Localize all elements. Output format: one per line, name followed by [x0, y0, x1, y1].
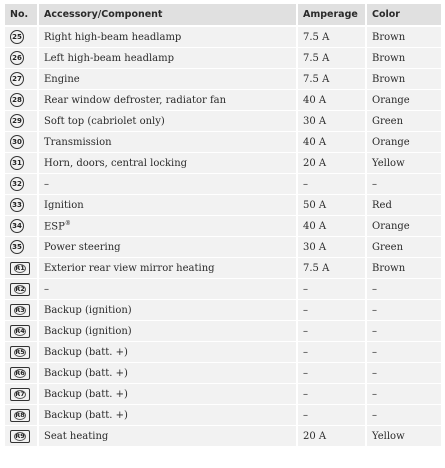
amperage-cell: 40 A	[296, 89, 365, 110]
table-row	[5, 362, 441, 383]
table-row	[5, 236, 441, 257]
table-body	[5, 26, 441, 446]
amperage-cell: –	[296, 341, 365, 362]
table-row	[5, 173, 441, 194]
fuse-number-cell	[5, 194, 37, 215]
color-cell: Yellow	[365, 425, 441, 446]
fuse-number-badge: 35	[10, 240, 24, 254]
fuse-number-cell	[5, 299, 37, 320]
component-cell	[37, 26, 296, 47]
color-cell: Green	[365, 236, 441, 257]
fuse-number-cell	[5, 425, 37, 446]
header-row	[5, 4, 441, 26]
component-cell	[37, 215, 296, 236]
amperage-cell: 40 A	[296, 131, 365, 152]
fuse-number-badge: 30	[10, 135, 24, 149]
table-row	[5, 89, 441, 110]
component-cell	[37, 131, 296, 152]
header-color: Color	[365, 4, 441, 26]
color-cell: –	[365, 383, 441, 404]
relay-number-badge: R7	[10, 388, 30, 401]
fuse-number-cell	[5, 320, 37, 341]
color-cell: Green	[365, 110, 441, 131]
fuse-number-cell	[5, 278, 37, 299]
relay-number-badge: R3	[10, 304, 30, 317]
relay-number-badge: R2	[10, 283, 30, 296]
header-no: No.	[5, 4, 37, 26]
fuse-number-badge: 28	[10, 93, 24, 107]
relay-number-badge: R6	[10, 367, 30, 380]
relay-number-badge: R1	[10, 262, 30, 275]
table-row	[5, 257, 441, 278]
color-cell: Red	[365, 194, 441, 215]
fuse-number-badge: 32	[10, 177, 24, 191]
component-cell	[37, 362, 296, 383]
table-row	[5, 404, 441, 425]
fuse-number-cell	[5, 131, 37, 152]
component-cell	[37, 299, 296, 320]
amperage-cell: –	[296, 278, 365, 299]
table-row	[5, 47, 441, 68]
component-text: ESP	[44, 221, 65, 233]
fuse-number-cell	[5, 215, 37, 236]
component-cell	[37, 110, 296, 131]
table-row	[5, 215, 441, 236]
component-text: Backup (batt. +)	[44, 388, 128, 400]
component-text: Backup (ignition)	[44, 304, 132, 316]
table-row	[5, 425, 441, 446]
component-cell	[37, 425, 296, 446]
color-cell: Brown	[365, 26, 441, 47]
fuse-number-badge: 34	[10, 219, 24, 233]
fuse-number-badge: 27	[10, 72, 24, 86]
component-text: Transmission	[44, 136, 112, 148]
fuse-number-cell	[5, 341, 37, 362]
table-row	[5, 299, 441, 320]
color-cell: –	[365, 299, 441, 320]
component-cell	[37, 47, 296, 68]
relay-number-badge: R9	[10, 430, 30, 443]
header-component: Accessory/Component	[37, 4, 296, 26]
fuse-number-cell	[5, 362, 37, 383]
color-cell: –	[365, 320, 441, 341]
component-cell	[37, 320, 296, 341]
component-text: Horn, doors, central locking	[44, 157, 188, 169]
component-text: Backup (batt. +)	[44, 367, 128, 379]
fuse-number-cell	[5, 89, 37, 110]
color-cell: –	[365, 341, 441, 362]
fuse-number-badge: 29	[10, 114, 24, 128]
relay-number-badge: R5	[10, 346, 30, 359]
component-cell	[37, 89, 296, 110]
fuse-number-cell	[5, 152, 37, 173]
component-text: Backup (batt. +)	[44, 346, 128, 358]
amperage-cell: 30 A	[296, 236, 365, 257]
color-cell: Brown	[365, 68, 441, 89]
relay-number-badge: R8	[10, 409, 30, 422]
amperage-cell: 7.5 A	[296, 68, 365, 89]
component-text: Seat heating	[44, 430, 109, 442]
table-row	[5, 341, 441, 362]
table-row	[5, 26, 441, 47]
amperage-cell: –	[296, 173, 365, 194]
header-amperage: Amperage	[296, 4, 365, 26]
color-cell: Orange	[365, 215, 441, 236]
color-cell: Brown	[365, 257, 441, 278]
fuse-number-badge: 25	[10, 30, 24, 44]
component-text: Right high-beam headlamp	[44, 31, 182, 43]
component-cell	[37, 152, 296, 173]
color-cell: Brown	[365, 47, 441, 68]
component-text: Exterior rear view mirror heating	[44, 262, 215, 274]
fuse-number-cell	[5, 110, 37, 131]
amperage-cell: –	[296, 383, 365, 404]
fuse-number-badge: 26	[10, 51, 24, 65]
fuse-number-cell	[5, 257, 37, 278]
table-row	[5, 194, 441, 215]
component-text: Engine	[44, 73, 80, 85]
component-text: –	[44, 178, 49, 190]
component-cell	[37, 383, 296, 404]
component-text: Rear window defroster, radiator fan	[44, 94, 227, 106]
component-cell	[37, 278, 296, 299]
amperage-cell: –	[296, 320, 365, 341]
component-cell	[37, 68, 296, 89]
fuse-number-badge: 31	[10, 156, 24, 170]
component-text: Backup (batt. +)	[44, 409, 128, 421]
amperage-cell: 20 A	[296, 152, 365, 173]
fuse-number-cell	[5, 47, 37, 68]
relay-number-badge: R4	[10, 325, 30, 338]
component-text: Soft top (cabriolet only)	[44, 115, 165, 127]
table-row	[5, 68, 441, 89]
fuse-number-cell	[5, 383, 37, 404]
amperage-cell: 7.5 A	[296, 47, 365, 68]
fuse-number-cell	[5, 26, 37, 47]
component-text: Backup (ignition)	[44, 325, 132, 337]
fuse-number-cell	[5, 404, 37, 425]
fuse-number-cell	[5, 173, 37, 194]
component-text: –	[44, 283, 49, 295]
amperage-cell: 20 A	[296, 425, 365, 446]
amperage-cell: 7.5 A	[296, 26, 365, 47]
component-text: Left high-beam headlamp	[44, 52, 175, 64]
component-cell	[37, 173, 296, 194]
fuse-table	[5, 4, 441, 446]
amperage-cell: 50 A	[296, 194, 365, 215]
amperage-cell: –	[296, 404, 365, 425]
table-row	[5, 383, 441, 404]
amperage-cell: –	[296, 362, 365, 383]
component-text: Ignition	[44, 199, 84, 211]
color-cell: Orange	[365, 89, 441, 110]
fuse-number-cell	[5, 68, 37, 89]
color-cell: –	[365, 362, 441, 383]
amperage-cell: –	[296, 299, 365, 320]
amperage-cell: 40 A	[296, 215, 365, 236]
registered-mark: ®	[64, 219, 71, 227]
component-cell	[37, 194, 296, 215]
component-cell	[37, 236, 296, 257]
amperage-cell: 30 A	[296, 110, 365, 131]
table-row	[5, 278, 441, 299]
table-row	[5, 320, 441, 341]
fuse-number-cell	[5, 236, 37, 257]
color-cell: –	[365, 173, 441, 194]
color-cell: –	[365, 404, 441, 425]
component-cell	[37, 341, 296, 362]
fuse-number-badge: 33	[10, 198, 24, 212]
table-row	[5, 152, 441, 173]
component-cell	[37, 404, 296, 425]
component-cell	[37, 257, 296, 278]
color-cell: Yellow	[365, 152, 441, 173]
amperage-cell: 7.5 A	[296, 257, 365, 278]
color-cell: –	[365, 278, 441, 299]
table-row	[5, 110, 441, 131]
table-row	[5, 131, 441, 152]
color-cell: Orange	[365, 131, 441, 152]
component-text: Power steering	[44, 241, 121, 253]
